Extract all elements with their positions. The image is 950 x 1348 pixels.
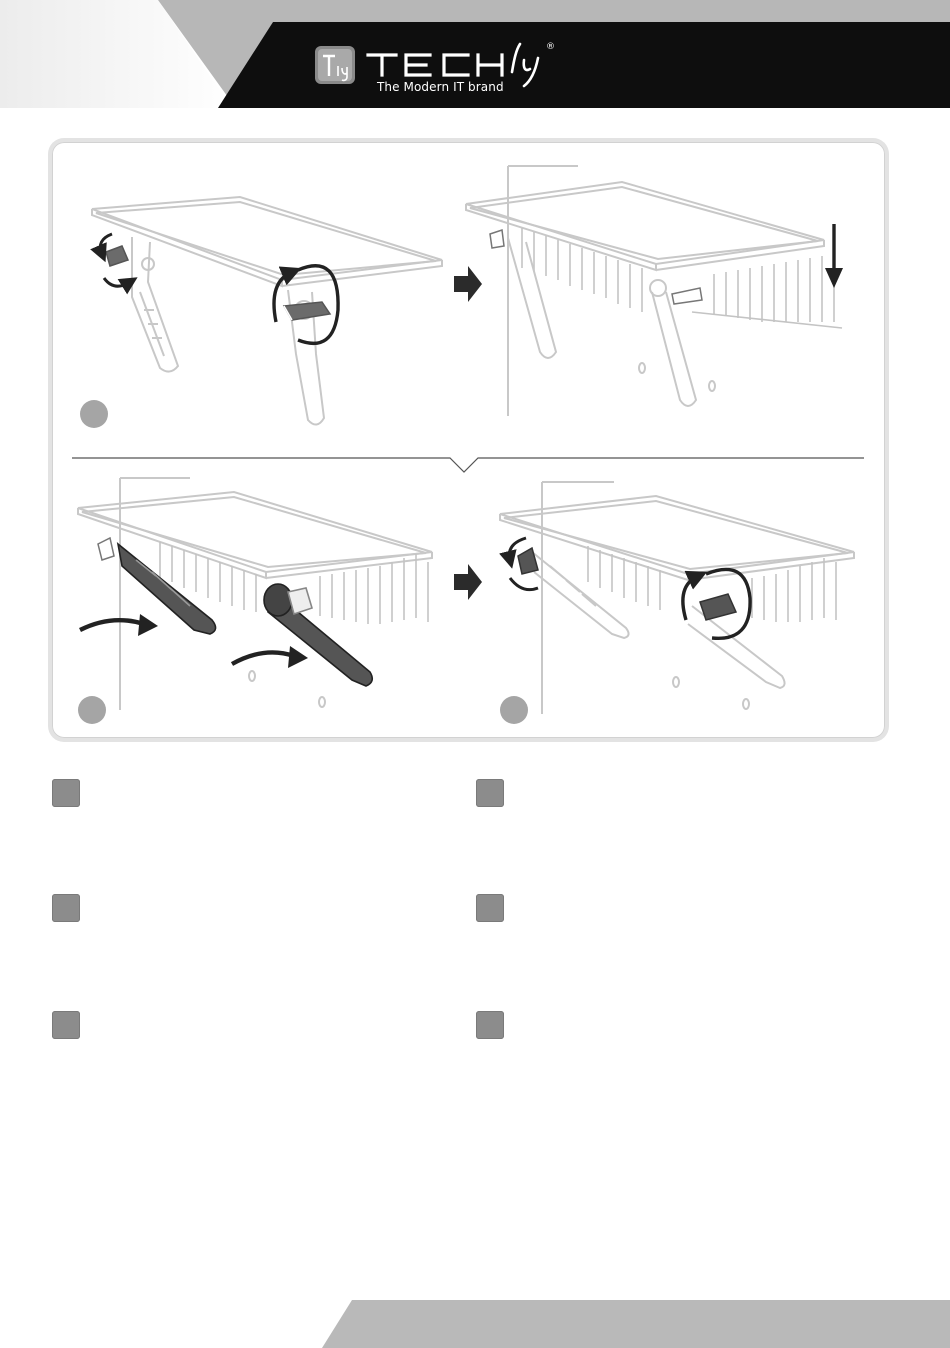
- knob: [284, 302, 330, 320]
- brand-tagline: The Modern IT brand: [377, 80, 504, 94]
- panel-divider: [72, 458, 864, 472]
- step-badge-left-1: [52, 779, 80, 807]
- step-2-illustration: [78, 478, 432, 710]
- down-arrow-icon: [825, 224, 843, 288]
- step-badge-left-2: [52, 894, 80, 922]
- step-marker-1: [80, 400, 108, 428]
- next-step-arrow-icon: [454, 564, 482, 600]
- next-step-arrow-icon: [454, 266, 482, 302]
- step-marker-3: [500, 696, 528, 724]
- step-3-illustration: [500, 482, 854, 714]
- step-badge-right-2: [476, 894, 504, 922]
- registered-mark: ®: [546, 42, 555, 52]
- step-badge-right-1: [476, 779, 504, 807]
- footer-band: [0, 1300, 950, 1348]
- step-1-illustration: [92, 197, 442, 425]
- knob: [106, 246, 128, 266]
- techly-logo-icon: [0, 0, 950, 112]
- step-badge-right-3: [476, 1011, 504, 1039]
- fold-arrow-icon: [232, 646, 308, 668]
- knob: [98, 538, 114, 560]
- step-marker-2: [78, 696, 106, 724]
- step-badge-left-3: [52, 1011, 80, 1039]
- illustration-panel: [52, 142, 885, 738]
- step-1b-illustration: [466, 166, 842, 416]
